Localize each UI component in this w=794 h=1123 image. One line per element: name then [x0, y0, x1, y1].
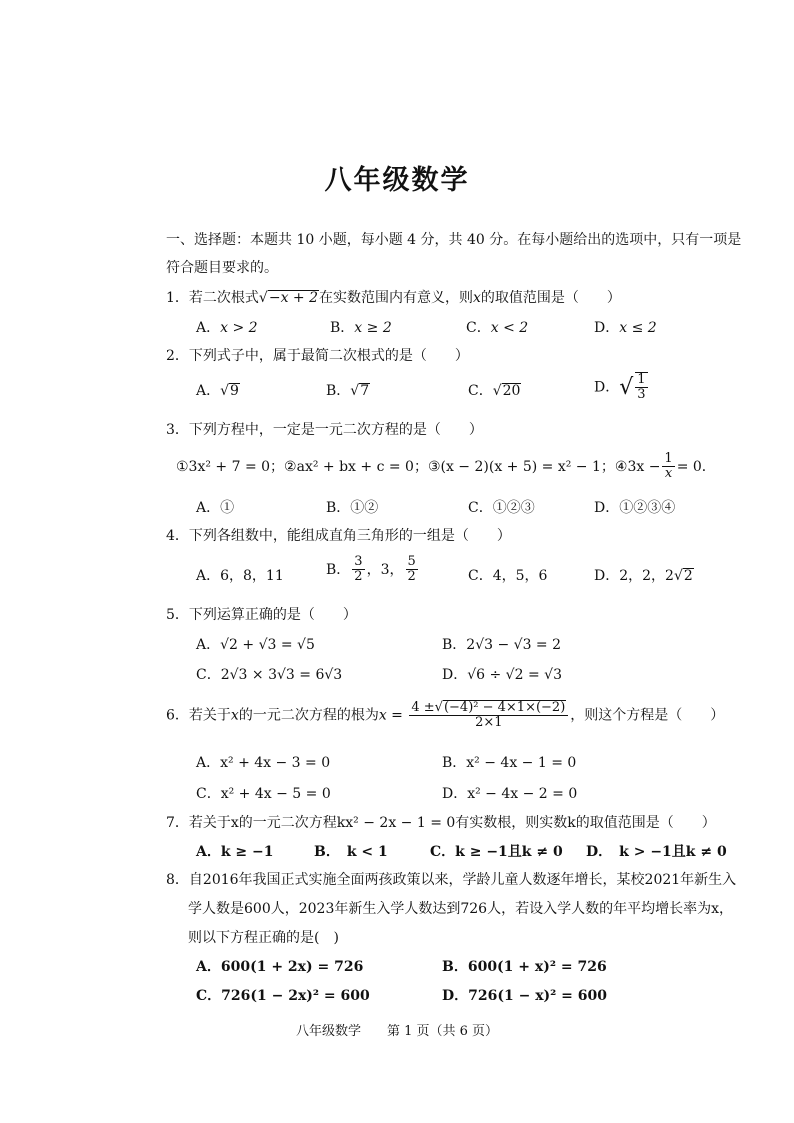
q7-option-d: D． k > −1且k ≠ 0 — [586, 844, 727, 860]
q2-option-b: B．√7 — [326, 383, 370, 399]
q6-option-b: B．x² − 4x − 1 = 0 — [442, 755, 577, 771]
q2-option-c: C．√20 — [468, 383, 521, 399]
q8-option-b: B．600(1 + x)² = 726 — [442, 959, 607, 975]
q8-option-d: D．726(1 − x)² = 600 — [442, 988, 608, 1004]
q3-equations: ①3x² + 7 = 0；②ax² + bx + c = 0；③(x − 2)(x + 5) = x² − 1；④3x − $\frac{1}{x}$ = 0． — [176, 451, 716, 482]
section-heading-cont: 符合题目要求的。 — [166, 260, 278, 276]
q4-option-b: B． $\frac{3}{2}$ ，3， $\frac{5}{2}$ — [326, 554, 416, 585]
question-3: 3．下列方程中，一定是一元二次方程的是（ ） — [166, 422, 483, 438]
q1-option-a: A．x > 2 — [196, 320, 258, 336]
q1-stem-post2: 的取值范围是（ ） — [480, 290, 621, 306]
q6-option-a: A．x² + 4x − 3 = 0 — [196, 755, 331, 771]
question-1 — [166, 287, 621, 307]
q2-option-d: D．√ $\frac{1}{3}$ — [594, 372, 646, 403]
q8-option-c: C．726(1 − 2x)² = 600 — [196, 988, 370, 1004]
q6-option-d: D．x² − 4x − 2 = 0 — [442, 786, 578, 802]
q3-option-b: B．①② — [326, 500, 379, 516]
q3-option-d: D．①②③④ — [594, 500, 676, 516]
q5-option-c: C．2√3 × 3√3 = 6√3 — [196, 667, 343, 683]
q2-option-a: A．√9 — [196, 383, 239, 399]
q7-option-b: B． k < 1 — [314, 844, 388, 860]
q4-option-a: A．6，8，11 — [196, 568, 284, 584]
q1-var: x — [473, 290, 481, 306]
question-8-line3: 则以下方程正确的是( ) — [188, 930, 339, 946]
question-2: 2．下列式子中，属于最简二次根式的是（ ） — [166, 348, 469, 364]
q6-option-c: C．x² + 4x − 5 = 0 — [196, 786, 331, 802]
q7-option-c: C．k ≥ −1且k ≠ 0 — [430, 844, 563, 860]
page-title: 八年级数学 — [324, 165, 470, 196]
q1-option-b: B．x ≥ 2 — [330, 320, 392, 336]
q1-option-c: C．x < 2 — [466, 320, 529, 336]
question-6: 6．若关于x的一元二次方程的根为x = $\frac{\text{4 ±√(−4)² − 4×1×(−2)}}{2\times 1}$ ，则这个方程是（ ） — [166, 700, 725, 731]
q4-option-c: C．4，5，6 — [468, 568, 548, 584]
q7-option-a: A．k ≥ −1 — [196, 844, 274, 860]
q1-stem-post: 在实数范围内有意义，则 — [319, 290, 474, 306]
question-7: 7．若关于x的一元二次方程kx² − 2x − 1 = 0有实数根，则实数k的取值范围是（ ） — [166, 815, 716, 831]
question-5: 5．下列运算正确的是（ ） — [166, 607, 357, 623]
q5-option-a: A．√2 + √3 = √5 — [196, 637, 315, 653]
q4-option-d: D．2，2，2√2 — [594, 568, 693, 584]
page-footer: 八年级数学 第 1 页（共 6 页） — [295, 1024, 499, 1039]
q5-option-b: B．2√3 − √3 = 2 — [442, 637, 562, 653]
question-8-line2: 学人数是600人，2023年新生入学人数达到726人，若设入学人数的年平均增长率为x， — [188, 901, 733, 917]
section-heading: 一、选择题：本题共 10 小题，每小题 4 分，共 40 分。在每小题给出的选项中，只有一项是 — [166, 232, 742, 248]
q1-stem-pre: 1．若二次根式 — [166, 290, 259, 306]
question-8: 8．自2016年我国正式实施全面两孩政策以来，学龄儿童人数逐年增长，某校2021年新生入 — [166, 872, 737, 888]
q3-option-a: A．① — [196, 500, 235, 516]
q3-option-c: C．①②③ — [468, 500, 535, 516]
q1-option-d: D．x ≤ 2 — [594, 320, 657, 336]
q8-option-a: A．600(1 + 2x) = 726 — [196, 959, 364, 975]
q1-radical: √−x + 2 — [258, 290, 319, 306]
q5-option-d: D．√6 ÷ √2 = √3 — [442, 667, 562, 683]
question-4: 4．下列各组数中，能组成直角三角形的一组是（ ） — [166, 528, 511, 544]
